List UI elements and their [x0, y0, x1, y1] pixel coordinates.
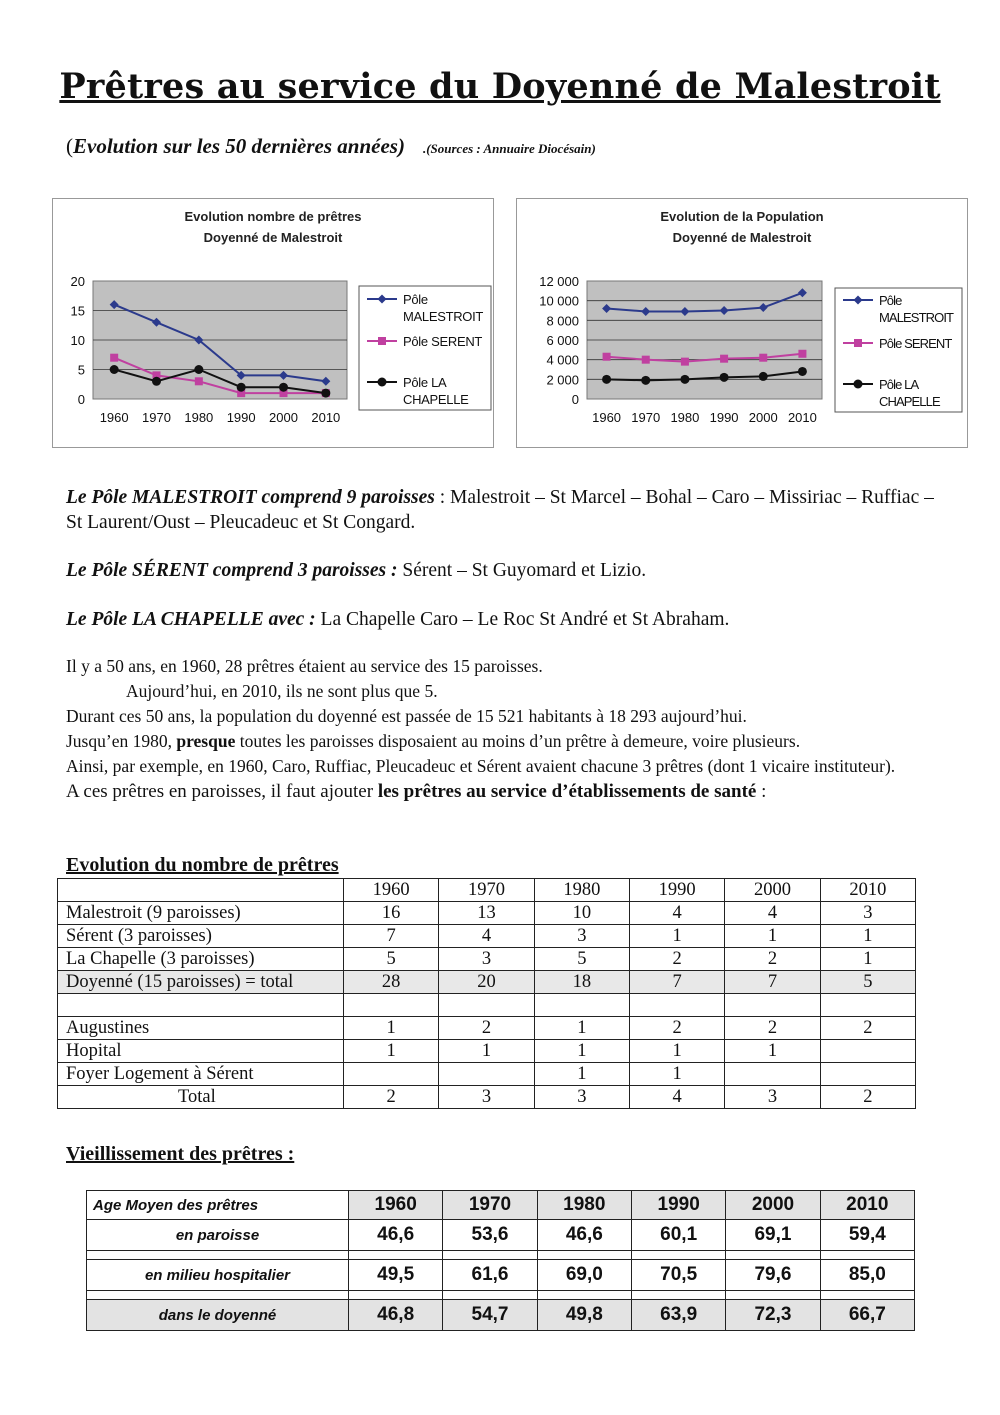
age-row-label: dans le doyenné: [87, 1300, 349, 1331]
year-header: 2000: [726, 1191, 820, 1220]
data-point-marker: [854, 380, 863, 389]
table-cell: [344, 1063, 439, 1086]
age-value: 61,6: [443, 1260, 537, 1291]
y-tick-label: 0: [571, 392, 579, 407]
subtitle-main: Evolution sur les 50 dernières années): [73, 134, 405, 158]
chart-title: Evolution nombre de prêtres: [184, 209, 362, 224]
x-tick-label: 1960: [592, 410, 622, 425]
data-point-marker: [680, 375, 689, 384]
data-point-marker: [759, 354, 767, 362]
chart-title: Evolution de la Population: [660, 209, 824, 224]
table-cell: 3: [820, 902, 915, 925]
data-point-marker: [195, 377, 203, 385]
table-row: [58, 1017, 916, 1040]
legend-label: Pôle SERENT: [403, 334, 483, 349]
age-value: 69,0: [537, 1260, 631, 1291]
table-cell: 5: [344, 948, 439, 971]
table-cell: 4: [629, 1086, 724, 1109]
table-row: [58, 1086, 916, 1109]
table-row: [58, 948, 916, 971]
table-cell: 1: [725, 925, 820, 948]
spacer-cell: [726, 1291, 820, 1300]
table-row: [58, 994, 916, 1017]
chart-population-svg: [517, 199, 967, 447]
y-tick-label: 12 000: [539, 274, 579, 289]
table-cell: 1: [629, 1063, 724, 1086]
body-line-4a: Jusqu’en 1980,: [66, 731, 177, 751]
body-line-1: Il y a 50 ans, en 1960, 28 prêtres étaient au service des 15 paroisses.: [66, 656, 543, 676]
data-point-marker: [720, 355, 728, 363]
table-cell: 1: [820, 925, 915, 948]
row-label: Augustines: [58, 1017, 344, 1040]
table-cell: 3: [439, 948, 534, 971]
y-tick-label: 15: [70, 303, 85, 319]
data-point-marker: [152, 377, 161, 386]
spacer-cell: [820, 1291, 914, 1300]
table-cell: 7: [344, 925, 439, 948]
spacer-cell: [87, 1291, 349, 1300]
y-tick-label: 0: [77, 392, 85, 407]
data-point-marker: [603, 353, 611, 361]
table-cell: [629, 994, 724, 1017]
data-point-marker: [854, 339, 862, 347]
body-line-6a: A ces prêtres en paroisses, il faut ajouter: [66, 781, 378, 802]
data-point-marker: [321, 389, 330, 398]
x-tick-label: 2000: [748, 410, 778, 425]
legend-label: MALESTROIT: [879, 310, 954, 325]
table-cell: 1: [534, 1040, 629, 1063]
y-tick-label: 10: [70, 333, 85, 348]
pole-chapelle: [66, 607, 946, 632]
age-value: 54,7: [443, 1300, 537, 1331]
x-tick-label: 1960: [99, 410, 129, 425]
data-point-marker: [602, 375, 611, 384]
year-header: 1980: [537, 1191, 631, 1220]
y-tick-label: 6 000: [546, 333, 579, 348]
table-cell: 2: [629, 948, 724, 971]
table-cell: [820, 994, 915, 1017]
table-cell: 2: [820, 1086, 915, 1109]
chart-subtitle: Doyenné de Malestroit: [672, 230, 812, 245]
spacer-cell: [820, 1251, 914, 1260]
y-tick-label: 20: [70, 274, 85, 289]
age-row: [87, 1260, 915, 1291]
age-header-row: [87, 1191, 915, 1220]
spacer-cell: [349, 1291, 443, 1300]
age-value: 85,0: [820, 1260, 914, 1291]
data-point-marker: [279, 383, 288, 392]
age-value: 46,6: [349, 1220, 443, 1251]
year-header: 1990: [631, 1191, 725, 1220]
data-point-marker: [720, 373, 729, 382]
age-value: 79,6: [726, 1260, 820, 1291]
age-value: 66,7: [820, 1300, 914, 1331]
age-header-label: Age Moyen des prêtres: [87, 1191, 349, 1220]
age-row-label: en milieu hospitalier: [87, 1260, 349, 1291]
spacer-cell: [349, 1251, 443, 1260]
body-line-6c: :: [756, 781, 767, 802]
ageing-table: [86, 1190, 915, 1331]
table-cell: [344, 994, 439, 1017]
table-cell: 3: [439, 1086, 534, 1109]
table-cell: 2: [344, 1086, 439, 1109]
body-line-4c: toutes les paroisses disposaient au moins d’un prêtre à demeure, voire plusieurs.: [235, 731, 801, 751]
table-cell: 1: [534, 1017, 629, 1040]
table-row: [58, 902, 916, 925]
legend-label: Pôle: [879, 293, 902, 308]
table-row: [58, 1040, 916, 1063]
body-text: [66, 654, 946, 804]
table-cell: 1: [629, 925, 724, 948]
body-line-4: [66, 729, 946, 754]
x-tick-label: 1990: [709, 410, 739, 425]
table-cell: 2: [725, 948, 820, 971]
table-cell: 1: [439, 1040, 534, 1063]
data-point-marker: [798, 350, 806, 358]
age-value: 70,5: [631, 1260, 725, 1291]
row-label: Malestroit (9 paroisses): [58, 902, 344, 925]
table-cell: 4: [725, 902, 820, 925]
spacer-cell: [631, 1251, 725, 1260]
spacer-row: [87, 1251, 915, 1260]
age-row: [87, 1300, 915, 1331]
x-tick-label: 2000: [269, 410, 298, 425]
pole-serent: [66, 558, 946, 583]
y-tick-label: 2 000: [546, 372, 579, 388]
year-header: 1960: [349, 1191, 443, 1220]
pole-serent-text: Sérent – St Guyomard et Lizio.: [397, 560, 647, 581]
table-cell: 7: [725, 971, 820, 994]
table-cell: [820, 1063, 915, 1086]
year-header: 1980: [534, 879, 629, 902]
year-header: 2010: [820, 879, 915, 902]
spacer-cell: [631, 1291, 725, 1300]
age-value: 46,8: [349, 1300, 443, 1331]
table-cell: 1: [725, 1040, 820, 1063]
pole-chapelle-title: Le Pôle LA CHAPELLE avec :: [66, 609, 316, 630]
body-line-5: Ainsi, par exemple, en 1960, Caro, Ruffiac, Pleucadeuc et Sérent avaient chacune 3 prêtres (dont 1 vicaire instituteur).: [66, 756, 896, 776]
data-point-marker: [642, 356, 650, 364]
table-cell: 20: [439, 971, 534, 994]
data-point-marker: [110, 354, 118, 362]
y-tick-label: 8 000: [546, 313, 579, 329]
table2-title: Vieillissement des prêtres :: [66, 1143, 295, 1165]
age-value: 69,1: [726, 1220, 820, 1251]
spacer-cell: [537, 1251, 631, 1260]
table-cell: 28: [344, 971, 439, 994]
table-cell: 4: [439, 925, 534, 948]
x-tick-label: 1970: [142, 410, 171, 425]
age-value: 63,9: [631, 1300, 725, 1331]
page-subtitle: [66, 134, 596, 159]
pole-malestroit-text: : Malestroit – St Marcel – Bohal – Caro – Missiriac – Ruffiac – St Laurent/Oust – Pleucadeuc et St Congard.: [66, 487, 934, 533]
x-tick-label: 2010: [311, 410, 341, 425]
legend-label: Pôle LA: [879, 377, 919, 392]
age-value: 46,6: [537, 1220, 631, 1251]
legend-label: Pôle SERENT: [879, 336, 952, 351]
age-value: 49,5: [349, 1260, 443, 1291]
row-label: Hopital: [58, 1040, 344, 1063]
row-label: [58, 994, 344, 1017]
row-label: Sérent (3 paroisses): [58, 925, 344, 948]
table-cell: 3: [534, 925, 629, 948]
x-tick-label: 1980: [670, 410, 700, 425]
spacer-cell: [443, 1251, 537, 1260]
body-line-3: Durant ces 50 ans, la population du doyenné est passée de 15 521 habitants à 18 293 aujourd’hui.: [66, 706, 747, 726]
table-cell: 2: [439, 1017, 534, 1040]
table-cell: 1: [534, 1063, 629, 1086]
age-value: 59,4: [820, 1220, 914, 1251]
y-tick-label: 4 000: [546, 352, 579, 368]
legend-label: MALESTROIT: [403, 309, 484, 324]
table-cell: 16: [344, 902, 439, 925]
table-row: [58, 1063, 916, 1086]
table-header-row: [58, 879, 916, 902]
table-cell: 1: [344, 1040, 439, 1063]
table-cell: 5: [534, 948, 629, 971]
table-cell: 2: [820, 1017, 915, 1040]
row-label: Foyer Logement à Sérent: [58, 1063, 344, 1086]
table-cell: 10: [534, 902, 629, 925]
page-title: Prêtres au service du Doyenné de Malestroit: [59, 66, 941, 107]
data-point-marker: [681, 358, 689, 366]
data-point-marker: [378, 337, 386, 345]
legend-label: CHAPELLE: [403, 392, 469, 407]
legend-label: CHAPELLE: [879, 394, 940, 409]
age-row-label: en paroisse: [87, 1220, 349, 1251]
table-cell: 4: [629, 902, 724, 925]
year-header: 1990: [629, 879, 724, 902]
table-cell: 1: [629, 1040, 724, 1063]
spacer-cell: [87, 1251, 349, 1260]
spacer-cell: [537, 1291, 631, 1300]
data-point-marker: [798, 367, 807, 376]
chart-priests: [52, 198, 494, 448]
table-cell: 1: [820, 948, 915, 971]
legend-label: Pôle LA: [403, 375, 447, 390]
x-tick-label: 1990: [226, 410, 256, 425]
spacer-cell: [443, 1291, 537, 1300]
row-label: Doyenné (15 paroisses) = total: [58, 971, 344, 994]
x-tick-label: 1980: [184, 410, 214, 425]
table-row: [58, 971, 916, 994]
data-point-marker: [378, 378, 387, 387]
chart-subtitle: Doyenné de Malestroit: [203, 230, 343, 245]
row-label: Total: [58, 1086, 344, 1109]
priests-table: [57, 878, 916, 1109]
pole-malestroit: [66, 485, 946, 535]
table-cell: 13: [439, 902, 534, 925]
data-point-marker: [759, 372, 768, 381]
year-header: 1970: [439, 879, 534, 902]
data-point-marker: [237, 383, 246, 392]
chart-priests-svg: [53, 199, 493, 447]
chart-population: [516, 198, 968, 448]
table-cell: [58, 879, 344, 902]
age-value: 49,8: [537, 1300, 631, 1331]
pole-serent-title: Le Pôle SÉRENT comprend 3 paroisses :: [66, 560, 398, 581]
subtitle-sources: .(Sources : Annuaire Diocésain): [422, 141, 596, 156]
pole-chapelle-text: La Chapelle Caro – Le Roc St André et St Abraham.: [315, 609, 730, 630]
table-cell: 3: [534, 1086, 629, 1109]
year-header: 2000: [725, 879, 820, 902]
table-cell: 7: [629, 971, 724, 994]
spacer-row: [87, 1291, 915, 1300]
year-header: 2010: [820, 1191, 914, 1220]
year-header: 1970: [443, 1191, 537, 1220]
data-point-marker: [194, 365, 203, 374]
age-value: 72,3: [726, 1300, 820, 1331]
table-cell: 3: [725, 1086, 820, 1109]
table-cell: [725, 994, 820, 1017]
age-value: 53,6: [443, 1220, 537, 1251]
x-tick-label: 2010: [787, 410, 817, 425]
table-cell: 1: [344, 1017, 439, 1040]
table-cell: 5: [820, 971, 915, 994]
table-row: [58, 925, 916, 948]
pole-malestroit-title: Le Pôle MALESTROIT comprend 9 paroisses: [66, 487, 435, 508]
table-cell: 18: [534, 971, 629, 994]
table-cell: [820, 1040, 915, 1063]
body-line-6b: les prêtres au service d’établissements de santé: [377, 781, 757, 802]
body-line-2: Aujourd’hui, en 2010, ils ne sont plus que 5.: [126, 681, 438, 701]
subtitle-open-paren: (: [66, 134, 73, 158]
y-tick-label: 5: [77, 362, 85, 378]
table-cell: [439, 1063, 534, 1086]
table-cell: [725, 1063, 820, 1086]
age-value: 60,1: [631, 1220, 725, 1251]
table-cell: 2: [725, 1017, 820, 1040]
age-row: [87, 1220, 915, 1251]
data-point-marker: [110, 365, 119, 374]
table-cell: [534, 994, 629, 1017]
year-header: 1960: [344, 879, 439, 902]
data-point-marker: [641, 376, 650, 385]
body-line-4b: presque: [176, 731, 236, 751]
y-tick-label: 10 000: [539, 293, 579, 309]
spacer-cell: [726, 1251, 820, 1260]
table1-title: Evolution du nombre de prêtres: [66, 854, 339, 876]
table-cell: [439, 994, 534, 1017]
legend-label: Pôle: [403, 292, 428, 307]
x-tick-label: 1970: [631, 410, 661, 425]
body-line-6: [66, 779, 946, 804]
row-label: La Chapelle (3 paroisses): [58, 948, 344, 971]
table-cell: 2: [629, 1017, 724, 1040]
